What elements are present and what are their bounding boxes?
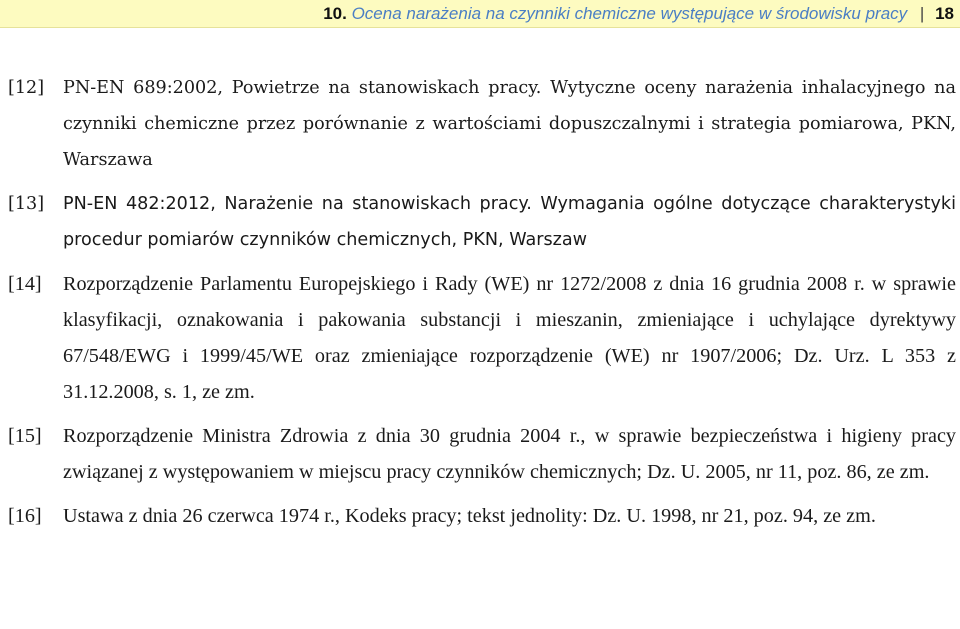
reference-label: [12] bbox=[8, 78, 45, 98]
reference-item bbox=[8, 186, 956, 258]
reference-item bbox=[8, 418, 956, 490]
reference-label: [16] bbox=[8, 505, 42, 527]
reference-text: Rozporządzenie Parlamentu Europejskiego i Rady (WE) nr 1272/2008 z dnia 16 grudnia 2008 r. w sprawie klasyfikacji, oznakowania i pakowania substancji i mieszanin, zmieniające i uchylające dyrektywy 67/548/EWG i 1999/45/WE oraz zmieniające rozporządzenie (WE) nr 1907/2006; Dz. Urz. L 353 z 31.12.2008, s. 1, ze zm. bbox=[63, 273, 956, 403]
reference-item bbox=[8, 70, 956, 178]
reference-item bbox=[8, 266, 956, 410]
running-header bbox=[0, 0, 960, 28]
reference-text: Rozporządzenie Ministra Zdrowia z dnia 30 grudnia 2004 r., w sprawie bezpieczeństwa i higieny pracy związanej z występowaniem w miejscu pracy czynników chemicznych; Dz. U. 2005, nr 11, poz. 86, ze zm. bbox=[63, 425, 956, 483]
reference-label: [13] bbox=[8, 194, 45, 214]
chapter-number: 10. bbox=[323, 4, 347, 23]
reference-label: [15] bbox=[8, 425, 42, 447]
reference-text: PN-EN 482:2012, Narażenie na stanowiskach pracy. Wymagania ogólne dotyczące charakterystyki procedur pomiarów czynników chemicznych, PKN, Warszaw bbox=[63, 194, 956, 250]
running-header-content bbox=[323, 0, 954, 27]
chapter-title: Ocena narażenia na czynniki chemiczne występujące w środowisku pracy bbox=[351, 4, 908, 23]
page-number: 18 bbox=[935, 4, 954, 23]
reference-item bbox=[8, 498, 956, 534]
reference-text: Ustawa z dnia 26 czerwca 1974 r., Kodeks pracy; tekst jednolity: Dz. U. 1998, nr 21, poz. 94, ze zm. bbox=[63, 505, 876, 527]
reference-text: PN-EN 689:2002, Powietrze na stanowiskach pracy. Wytyczne oceny narażenia inhalacyjnego na czynniki chemiczne przez porównanie z wartościami dopuszczalnymi i strategia pomiarowa, PKN, Warszawa bbox=[63, 78, 956, 170]
reference-label: [14] bbox=[8, 273, 42, 295]
header-separator: | bbox=[919, 4, 925, 23]
reference-list bbox=[8, 70, 956, 534]
